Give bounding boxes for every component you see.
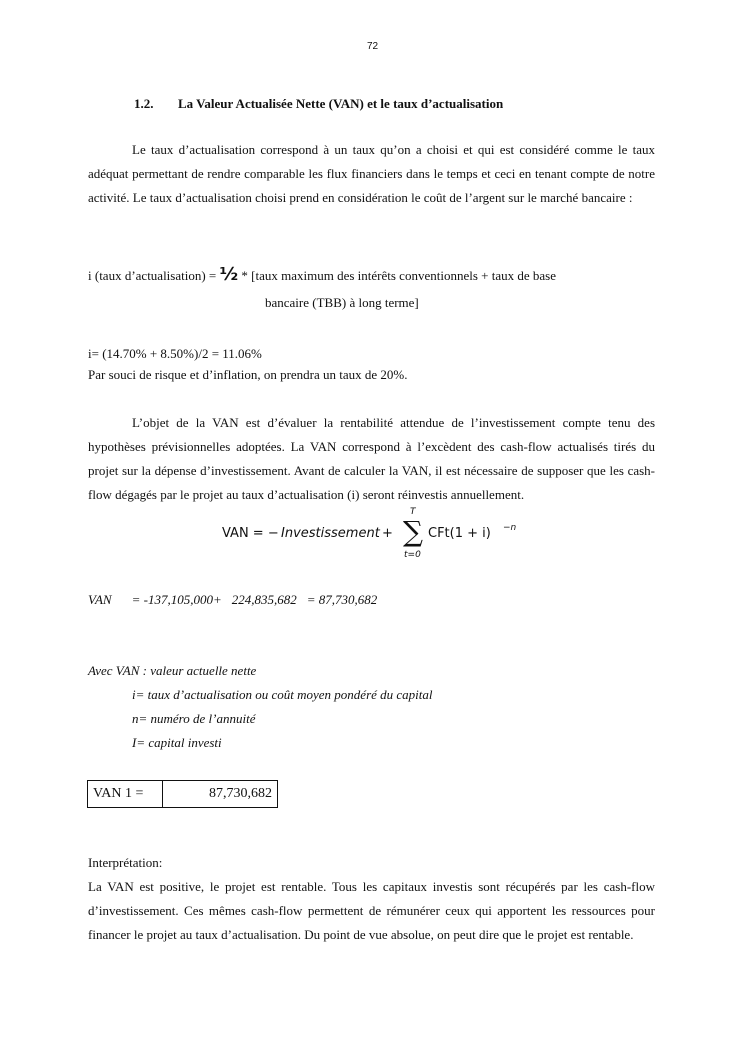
definition-item: i= taux d’actualisation ou coût moyen pondéré du capital — [132, 687, 433, 702]
interpretation-text: La VAN est positive, le projet est rentable. Tous les capitaux investis sont récupérés par les cash-flow d’investissement. Ces mêmes cash-flow permettent de rémunérer ceux qui apportent les ressources pour financer le projet au taux d’actualisation. Du point de vue absolue, on peut dire que le projet est rentable. — [88, 879, 655, 942]
van-table-value: 87,730,682 — [163, 781, 278, 808]
van-calculation — [88, 592, 377, 608]
van-formula-lhs: VAN = − — [222, 526, 279, 541]
van-result-table — [87, 780, 278, 808]
rate-formula-lhs: i (taux d’actualisation) = — [88, 268, 220, 283]
rate-calculation: i= (14.70% + 8.50%)/2 = 11.06% — [88, 346, 262, 361]
table-row — [88, 781, 278, 808]
interpretation-title: Interprétation: — [88, 855, 163, 870]
sum-icon: ∑ — [403, 515, 423, 548]
van-formula-term: CFt(1 + i) — [428, 526, 491, 541]
van-formula — [222, 507, 542, 567]
van-calc-result: = 87,730,682 — [306, 592, 378, 607]
van-calc-investment: = -137,105,000+ — [131, 592, 222, 607]
section-title: La Valeur Actualisée Nette (VAN) et le taux d’actualisation — [178, 96, 504, 111]
section-number: 1.2. — [134, 96, 154, 111]
definition-item: n= numéro de l’annuité — [132, 711, 256, 726]
rate-choice: Par souci de risque et d’inflation, on prendra un taux de 20%. — [88, 367, 408, 382]
section-heading — [134, 96, 503, 112]
rate-formula-rhs: * [taux maximum des intérêts conventionnels + taux de base — [238, 268, 556, 283]
definitions-intro: Avec VAN : valeur actuelle nette — [88, 663, 257, 678]
paragraph-discount-rate: Le taux d’actualisation correspond à un taux qu’on a choisi et qui est considéré comme le taux adéquat permettant de rendre comparable les flux financiers dans le temps et ceci en tenant compte de notre activité. Le taux d’actualisation choisi prend en considération le coût de l’argent sur le marché bancaire : — [88, 142, 655, 205]
paragraph-van-objective: L’objet de la VAN est d’évaluer la rentabilité attendue de l’investissement compte tenu des hypothèses prévisionnelles adoptées. La VAN correspond à l’excèdent des cash-flow actualisés tirés du projet sur la dépense d’investissement. Avant de calculer la VAN, il est nécessaire de supposer que les cash-flow dégagés par le projet au taux d’actualisation (i) seront réinvestis annuellement. — [88, 415, 655, 502]
van-formula-plus: + — [382, 526, 393, 541]
definition-item: I= capital investi — [132, 735, 222, 750]
van-table-label: VAN 1 = — [88, 781, 163, 808]
page-number: 72 — [366, 41, 379, 52]
van-formula-exponent: −n — [503, 523, 517, 533]
rate-formula-line2: bancaire (TBB) à long terme] — [265, 295, 419, 310]
sum-lower-limit: t=0 — [404, 550, 421, 560]
van-calc-label: VAN — [88, 592, 112, 607]
rate-formula — [88, 264, 556, 285]
sum-upper-limit: T — [410, 507, 416, 517]
half-symbol: ½ — [219, 264, 239, 285]
van-calc-cashflows: 224,835,682 — [231, 592, 297, 607]
van-formula-investment: Investissement — [281, 526, 380, 541]
